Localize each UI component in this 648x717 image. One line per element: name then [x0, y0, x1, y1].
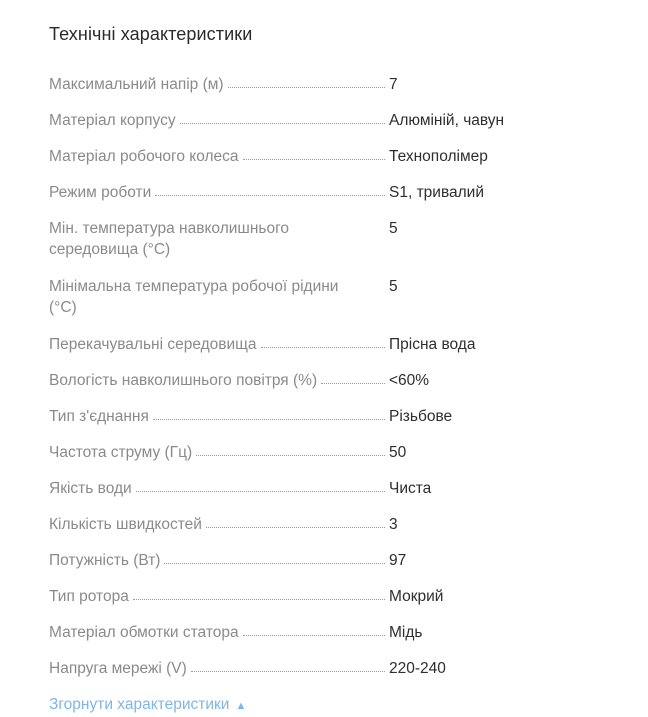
spec-label	[49, 514, 387, 535]
spec-label	[49, 182, 387, 203]
spec-value: Технополімер	[389, 148, 488, 165]
spec-label-text: Потужність (Вт)	[49, 552, 161, 569]
dotted-leader	[153, 419, 385, 420]
spec-label	[49, 586, 387, 607]
spec-label	[49, 550, 387, 571]
spec-label	[49, 370, 387, 391]
dotted-leader	[155, 195, 385, 196]
spec-label	[49, 658, 387, 679]
spec-label	[49, 442, 387, 463]
dotted-leader	[243, 159, 385, 160]
spec-label-text: Матеріал корпусу	[49, 112, 176, 129]
spec-value: Чиста	[389, 480, 432, 497]
dotted-leader	[321, 383, 385, 384]
dotted-leader	[243, 635, 385, 636]
dotted-leader	[133, 599, 385, 600]
dotted-leader	[191, 671, 385, 672]
spec-label	[49, 334, 387, 355]
collapse-specs-label: Згорнути характеристики	[49, 696, 230, 713]
spec-label-text: Тип з'єднання	[49, 408, 149, 425]
spec-value: Різьбове	[389, 408, 453, 425]
spec-label-text: Напруга мережі (V)	[49, 660, 187, 677]
spec-value: 7	[389, 76, 398, 93]
dotted-leader	[196, 455, 385, 456]
spec-label-text: Якість води	[49, 480, 132, 497]
dotted-leader	[206, 527, 385, 528]
spec-label-text: Матеріал робочого колеса	[49, 148, 239, 165]
spec-label	[49, 74, 387, 95]
spec-value: Алюміній, чавун	[389, 112, 505, 129]
spec-label-text: Максимальний напір (м)	[49, 76, 224, 93]
spec-label	[49, 110, 387, 131]
spec-label	[49, 218, 349, 260]
spec-value: Прісна вода	[389, 336, 476, 353]
spec-label	[49, 478, 387, 499]
dotted-leader	[164, 563, 385, 564]
spec-value: 5	[389, 278, 398, 295]
spec-value: Мідь	[389, 624, 423, 641]
spec-label-text: Тип ротора	[49, 588, 129, 605]
spec-value: S1, тривалий	[389, 184, 484, 201]
spec-label-text: Режим роботи	[49, 184, 152, 201]
spec-label	[49, 406, 387, 427]
spec-value: 50	[389, 444, 407, 461]
dotted-leader	[261, 347, 385, 348]
spec-label	[49, 622, 387, 643]
spec-value: Мокрий	[389, 588, 444, 605]
specs-title: Технічні характеристики	[49, 24, 253, 44]
spec-value: 220-240	[389, 660, 446, 677]
spec-label	[49, 276, 349, 318]
spec-label-text: Матеріал обмотки статора	[49, 624, 239, 641]
spec-label-text: Кількість швидкостей	[49, 516, 202, 533]
dotted-leader	[136, 491, 385, 492]
spec-value: 97	[389, 552, 407, 569]
spec-label-text: Мін. температура навколишнього середовища (°C)	[49, 220, 290, 258]
spec-label	[49, 146, 387, 167]
spec-label-text: Мінімальна температура робочої рідини (°C)	[49, 278, 339, 316]
spec-value: <60%	[389, 372, 430, 389]
dotted-leader	[228, 87, 385, 88]
spec-label-text: Частота струму (Гц)	[49, 444, 193, 461]
spec-label-text: Вологість навколишнього повітря (%)	[49, 372, 318, 389]
dotted-leader	[180, 123, 385, 124]
spec-label-text: Перекачувальні середовища	[49, 336, 257, 353]
chevron-up-icon: ▲	[235, 700, 247, 712]
collapse-specs-link[interactable]	[49, 694, 246, 717]
spec-value: 5	[389, 220, 398, 237]
spec-value: 3	[389, 516, 398, 533]
